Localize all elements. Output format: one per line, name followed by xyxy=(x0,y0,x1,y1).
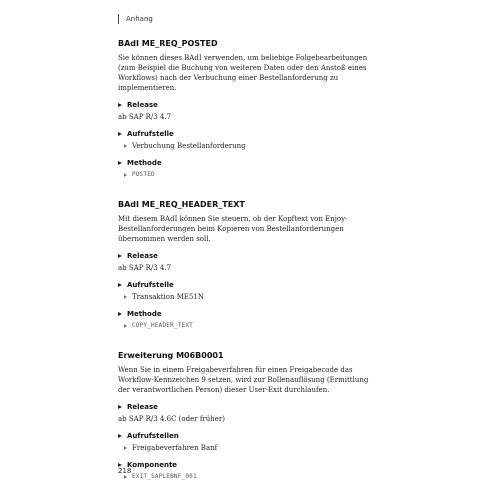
page-content xyxy=(118,38,380,489)
section-intro: Wenn Sie in einem Freigabeverfahren für einen Freigabecode das Workflow-Kennzeichen 9 setzen, wird zur Rollenauflösung (Ermittlung der verantwortlichen Person) dieser User-Exit durchlaufen. xyxy=(118,366,369,394)
section-intro: Sie können dieses BAdI verwenden, um beliebige Folgebearbeitungen (zum Beispiel die Buchung von weiteren Daten oder den Anstoß eines Workflows) nach der Verbuchung einer Bestellanforderung zu implementieren. xyxy=(118,54,368,92)
aufrufstellen-heading xyxy=(118,431,380,441)
heading-label: Release xyxy=(127,101,158,109)
heading-label: Methode xyxy=(127,159,162,167)
heading-label: Release xyxy=(127,403,158,411)
methode-item xyxy=(124,170,380,180)
section-badi-me-req-posted xyxy=(118,38,380,180)
methode-heading xyxy=(118,309,380,319)
heading-label: Aufrufstelle xyxy=(127,281,174,289)
aufrufstelle-item xyxy=(124,292,380,302)
heading-label: Aufrufstelle xyxy=(127,130,174,138)
section-spacer xyxy=(118,187,380,199)
heading-label: Komponente xyxy=(127,461,178,469)
aufrufstellen-item xyxy=(124,443,380,453)
methode-item xyxy=(124,321,380,331)
methode-heading xyxy=(118,158,380,168)
section-spacer xyxy=(118,338,380,350)
triangle-bullet-icon xyxy=(118,132,122,136)
aufrufstelle-heading xyxy=(118,129,380,139)
triangle-bullet-icon xyxy=(118,103,122,107)
triangle-bullet-icon xyxy=(118,254,122,258)
small-triangle-bullet-icon xyxy=(124,295,127,299)
release-heading xyxy=(118,251,380,261)
item-text: Transaktion ME51N xyxy=(132,293,205,301)
aufrufstelle-heading xyxy=(118,280,380,290)
triangle-bullet-icon xyxy=(118,161,122,165)
small-triangle-bullet-icon xyxy=(124,475,127,479)
release-heading xyxy=(118,402,380,412)
section-intro: Mit diesem BAdI können Sie steuern, ob der Kopftext von Enjoy-Bestellanforderungen beim Kopieren von Bestellanforderungen übernommen werden soll. xyxy=(118,215,348,243)
triangle-bullet-icon xyxy=(118,434,122,438)
release-value: ab SAP R/3 4.6C (oder früher) xyxy=(118,415,225,423)
heading-label: Aufrufstellen xyxy=(127,432,179,440)
release-heading xyxy=(118,100,380,110)
small-triangle-bullet-icon xyxy=(124,324,127,328)
komponente-heading xyxy=(118,460,380,470)
release-value: ab SAP R/3 4.7 xyxy=(118,264,172,272)
item-text: Freigabeverfahren Banf xyxy=(132,444,218,452)
small-triangle-bullet-icon xyxy=(124,144,127,148)
section-title: BAdI ME_REQ_HEADER_TEXT xyxy=(118,200,245,209)
section-title: Erweiterung M06B0001 xyxy=(118,351,224,360)
item-text: Verbuchung Bestellanforderung xyxy=(132,142,246,150)
triangle-bullet-icon xyxy=(118,283,122,287)
triangle-bullet-icon xyxy=(118,312,122,316)
small-triangle-bullet-icon xyxy=(124,446,127,450)
heading-label: Methode xyxy=(127,310,162,318)
section-erweiterung-m06b0001 xyxy=(118,350,380,482)
page-number: 218 xyxy=(118,467,132,475)
method-name: COPY_HEADER_TEXT xyxy=(132,322,193,329)
small-triangle-bullet-icon xyxy=(124,173,127,177)
heading-label: Release xyxy=(127,252,158,260)
section-title: BAdI ME_REQ_POSTED xyxy=(118,39,218,48)
section-badi-me-req-header-text xyxy=(118,199,380,331)
komponente-item xyxy=(124,472,380,482)
triangle-bullet-icon xyxy=(118,405,122,409)
release-value: ab SAP R/3 4.7 xyxy=(118,113,172,121)
aufrufstelle-item xyxy=(124,141,380,151)
component-name: EXIT_SAPLEBNF_001 xyxy=(132,473,197,480)
running-head: Anhang xyxy=(118,14,153,24)
method-name: POSTED xyxy=(132,171,155,178)
